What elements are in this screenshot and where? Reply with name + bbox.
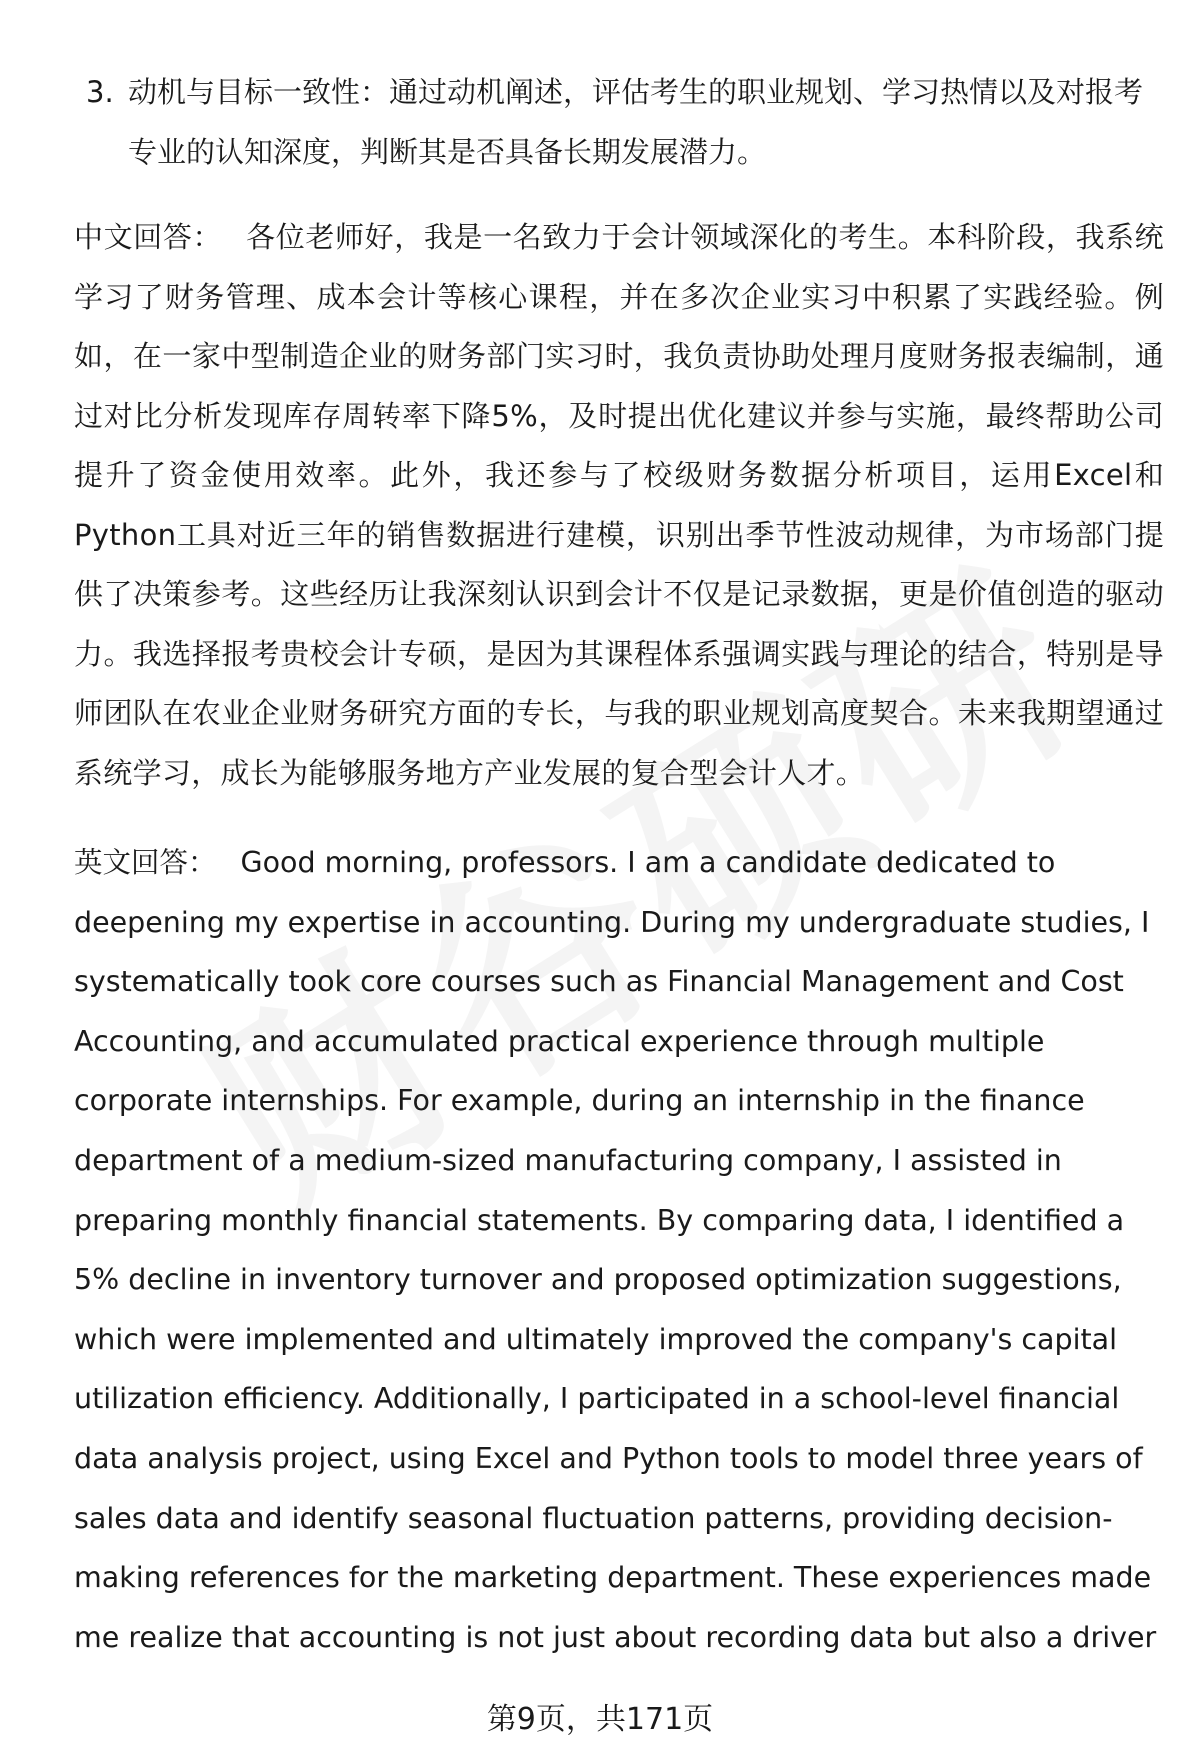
chinese-answer-label: 中文回答： — [74, 220, 223, 254]
english-answer-text: Good morning, professors. I am a candidate dedicated to deepening my expertise in accounting. During my undergraduate studies, I systematically took core courses such as Financial Management and Cost Accounting, and accumulated practical experience through multiple corporate internships. For example, during an internship in the finance department of a medium-sized manufacturing company, I assisted in preparing monthly financial statements. By comparing data, I identified a 5% decline in inventory turnover and proposed optimization suggestions, which were implemented and ultimately improved the company's capital utilization efficiency. Additionally, I participated in a school-level financial data analysis project, using Excel and Python tools to model three years of sales data and identify seasonal fluctuation patterns, providing decision-making references for the marketing department. These experiences made me realize that accounting is not just about recording data but also a driver — [74, 846, 1157, 1654]
list-item-number: 3. — [86, 75, 114, 109]
chinese-answer-paragraph — [74, 208, 1164, 803]
english-answer-paragraph — [74, 833, 1164, 1667]
chinese-answer-text: 各位老师好，我是一名致力于会计领域深化的考生。本科阶段，我系统学习了财务管理、成本会计等核心课程，并在多次企业实习中积累了实践经验。例如，在一家中型制造企业的财务部门实习时，我负责协助处理月度财务报表编制，通过对比分析发现库存周转率下降5%，及时提出优化建议并参与实施，最终帮助公司提升了资金使用效率。此外，我还参与了校级财务数据分析项目，运用Excel和Python工具对近三年的销售数据进行建模，识别出季节性波动规律，为市场部门提供了决策参考。这些经历让我深刻认识到会计不仅是记录数据，更是价值创造的驱动力。我选择报考贵校会计专硕，是因为其课程体系强调实践与理论的结合，特别是导师团队在农业企业财务研究方面的专长，与我的职业规划高度契合。未来我期望通过系统学习，成长为能够服务地方产业发展的复合型会计人才。 — [74, 220, 1164, 790]
list-item-text: 动机与目标一致性：通过动机阐述，评估考生的职业规划、学习热情以及对报考专业的认知深度，判断其是否具备长期发展潜力。 — [128, 75, 1144, 169]
english-answer-label: 英文回答： — [74, 846, 217, 879]
list-item-3 — [86, 62, 1156, 182]
page-number-footer: 第9页，共171页 — [486, 1702, 714, 1737]
